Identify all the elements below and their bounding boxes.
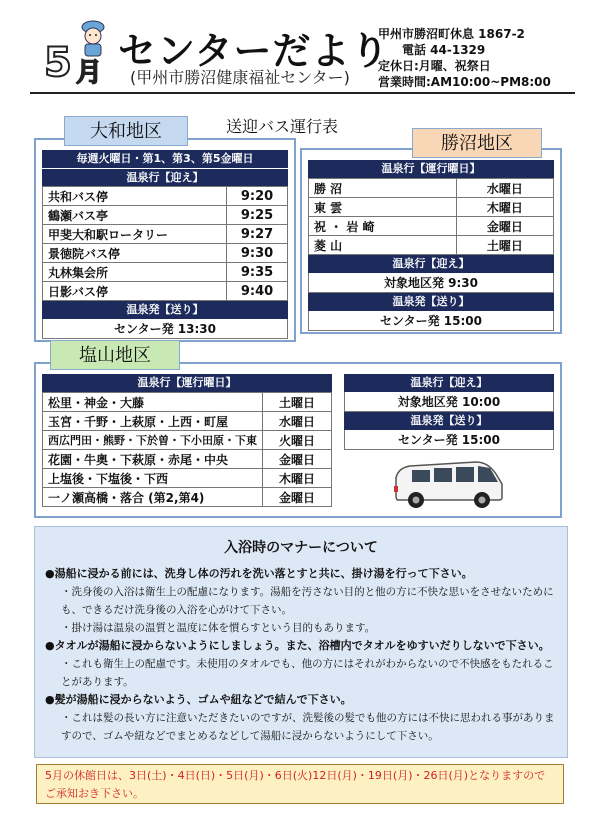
stop-time: 9:20 — [227, 187, 288, 206]
area-name: 勝 沼 — [309, 179, 457, 198]
manner-rule: ●髪が湯船に浸からないよう、ゴムや紐などで結んで下さい。 — [45, 693, 352, 706]
bus-schedule-title: 送迎バス運行表 — [226, 117, 339, 136]
facility-info — [378, 26, 578, 90]
yamato-return-time: センター発 13:30 — [42, 319, 288, 339]
manner-note: ・掛け湯は温泉の温質と温度に体を慣らすという目的もあります。 — [61, 622, 376, 634]
yamato-outbound-header: 温泉行【迎え】 — [42, 168, 288, 186]
yamato-label: 大和地区 — [64, 116, 188, 146]
area-day: 金曜日 — [456, 217, 553, 236]
area-name: 菱 山 — [309, 236, 457, 255]
shioyama-label: 塩山地区 — [50, 340, 180, 370]
katsunuma-label: 勝沼地区 — [412, 128, 542, 158]
shioyama-return-time: センター発 15:00 — [344, 430, 554, 450]
area-name: 花園・牛奥・下萩原・赤尾・中央 — [43, 450, 263, 469]
table-row — [43, 412, 332, 431]
shioyama-outbound-time: 対象地区発 10:00 — [344, 392, 554, 412]
table-row — [43, 263, 288, 282]
table-row — [43, 469, 332, 488]
area-name: 西広門田・熊野・下於曽・下小田原・下東 — [43, 431, 263, 450]
katsunuma-outbound-time: 対象地区発 9:30 — [308, 273, 554, 293]
bathing-manners-section — [34, 526, 568, 758]
area-day: 金曜日 — [263, 488, 332, 507]
area-name: 一ノ瀬高橋・落合 (第2,第4) — [43, 488, 263, 507]
area-day: 木曜日 — [456, 198, 553, 217]
table-row — [43, 206, 288, 225]
area-day: 木曜日 — [263, 469, 332, 488]
mascot-icon — [78, 18, 108, 60]
stop-time: 9:30 — [227, 244, 288, 263]
holiday-notice: 5月の休館日は、3日(土)・4日(日)・5日(月)・6日(火)12日(月)・19日(月)・26日(月)となりますのでご承知おき下さい。 — [36, 764, 564, 804]
katsunuma-return-header: 温泉発【送り】 — [308, 293, 554, 311]
katsunuma-panel — [300, 148, 562, 334]
shioyama-panel — [34, 362, 562, 518]
manner-rule: ●湯船に浸かる前には、洗身し体の汚れを洗い落とすと共に、掛け湯を行って下さい。 — [45, 567, 473, 580]
table-row — [43, 450, 332, 469]
page-title: センターだより — [118, 29, 390, 73]
yamato-panel — [34, 138, 296, 342]
table-row — [309, 179, 554, 198]
table-row — [309, 236, 554, 255]
page-subtitle: (甲州市勝沼健康福祉センター) — [130, 68, 350, 87]
manner-rule: ●タオルが湯船に浸からないようにしましょう。また、浴槽内でタオルをゆすいだりしないで下さい。 — [45, 639, 550, 652]
facility-phone: 電話 44-1329 — [402, 43, 486, 57]
area-name: 上塩後・下塩後・下西 — [43, 469, 263, 488]
table-row — [43, 488, 332, 507]
yamato-schedule-header: 毎週火曜日・第1、第3、第5金曜日 — [42, 150, 288, 168]
stop-name: 鶴瀬バス亭 — [43, 206, 227, 225]
month-number: 5 — [44, 40, 72, 86]
manner-note: ・これも衛生上の配慮です。未使用のタオルでも、他の方にはそれがわからないので不快感をもたれることがあります。 — [61, 658, 554, 688]
table-row — [309, 198, 554, 217]
stop-time: 9:27 — [227, 225, 288, 244]
katsunuma-days-header: 温泉行【運行曜日】 — [308, 160, 554, 178]
facility-hours: 営業時間:AM10:00~PM8:00 — [378, 75, 551, 89]
facility-address: 甲州市勝沼町休息 1867-2 — [378, 27, 525, 41]
katsunuma-area-table — [308, 178, 554, 255]
yamato-stop-table — [42, 186, 288, 301]
stop-time: 9:40 — [227, 282, 288, 301]
area-day: 土曜日 — [263, 393, 332, 412]
shioyama-area-table — [42, 392, 332, 507]
table-row — [43, 282, 288, 301]
manner-note: ・洗身後の入浴は衛生上の配慮になります。湯船を汚さない目的と他の方に不快な思いをさせないためにも、できるだけ洗身後の入浴を心がけて下さい。 — [61, 586, 554, 616]
area-day: 金曜日 — [263, 450, 332, 469]
shioyama-days-header: 温泉行【運行曜日】 — [42, 374, 332, 392]
shioyama-return-header: 温泉発【送り】 — [344, 412, 554, 430]
stop-name: 共和バス停 — [43, 187, 227, 206]
shuttle-van-icon — [390, 456, 508, 510]
stop-name: 日影バス停 — [43, 282, 227, 301]
stop-name: 景徳院バス停 — [43, 244, 227, 263]
katsunuma-outbound-header: 温泉行【迎え】 — [308, 255, 554, 273]
table-row — [43, 393, 332, 412]
area-day: 土曜日 — [456, 236, 553, 255]
manners-title: 入浴時のマナーについて — [224, 540, 378, 556]
area-day: 火曜日 — [263, 431, 332, 450]
area-day: 水曜日 — [456, 179, 553, 198]
stop-name: 丸林集会所 — [43, 263, 227, 282]
area-name: 松里・神金・大藤 — [43, 393, 263, 412]
table-row — [309, 217, 554, 236]
table-row — [43, 187, 288, 206]
facility-closed-days: 定休日:月曜、祝祭日 — [378, 59, 491, 73]
yamato-return-header: 温泉発【送り】 — [42, 301, 288, 319]
stop-name: 甲斐大和駅ロータリー — [43, 225, 227, 244]
katsunuma-return-time: センター発 15:00 — [308, 311, 554, 331]
stop-time: 9:35 — [227, 263, 288, 282]
area-name: 祝 ・ 岩 崎 — [309, 217, 457, 236]
month-char: 月 — [76, 58, 103, 88]
manner-note: ・これは髪の長い方に注意いただきたいのですが、洗髪後の髪でも他の方には不快に思われる事がありますので、ゴムや紐などでまとめるなどして湯船に浸からないようにして下さい。 — [61, 712, 555, 742]
header-divider — [30, 92, 575, 94]
area-day: 水曜日 — [263, 412, 332, 431]
area-name: 東 雲 — [309, 198, 457, 217]
table-row — [43, 225, 288, 244]
area-name: 玉宮・千野・上萩原・上西・町屋 — [43, 412, 263, 431]
table-row — [43, 244, 288, 263]
shioyama-outbound-header: 温泉行【迎え】 — [344, 374, 554, 392]
stop-time: 9:25 — [227, 206, 288, 225]
table-row — [43, 431, 332, 450]
